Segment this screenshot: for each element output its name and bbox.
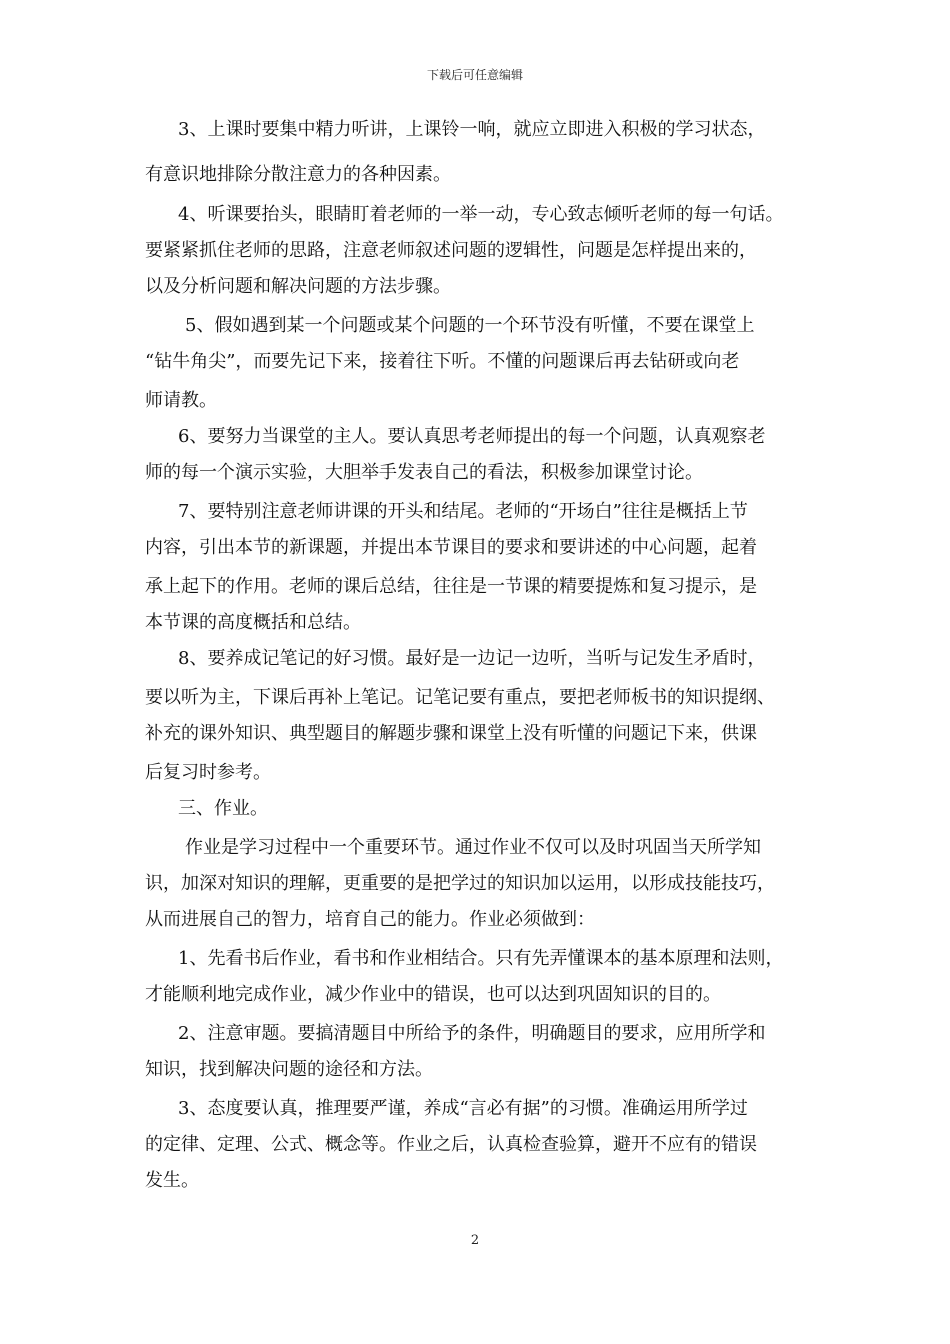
text-line: 要紧紧抓住老师的思路，注意老师叙述问题的逻辑性，问题是怎样提出来的， bbox=[145, 240, 757, 261]
text-line: 3、态度要认真，推理要严谨，养成“言必有据”的习惯。准确运用所学过 bbox=[178, 1098, 748, 1119]
text-line: 才能顺利地完成作业，减少作业中的错误，也可以达到巩固知识的目的。 bbox=[145, 984, 721, 1005]
text-line: 作业是学习过程中一个重要环节。通过作业不仅可以及时巩固当天所学知 bbox=[185, 837, 761, 858]
text-line: 有意识地排除分散注意力的各种因素。 bbox=[145, 164, 451, 185]
text-line: 识，加深对知识的理解，更重要的是把学过的知识加以运用，以形成技能技巧， bbox=[145, 873, 775, 894]
text-line: 的定律、定理、公式、概念等。作业之后，认真检查验算，避开不应有的错误 bbox=[145, 1134, 757, 1155]
text-line: 后复习时参考。 bbox=[145, 762, 271, 783]
text-line: 5、假如遇到某一个问题或某个问题的一个环节没有听懂，不要在课堂上 bbox=[185, 315, 755, 336]
text-line: 发生。 bbox=[145, 1170, 199, 1191]
text-line: 本节课的高度概括和总结。 bbox=[145, 612, 361, 633]
page-header: 下载后可任意编辑 bbox=[426, 68, 523, 82]
text-line: 7、要特别注意老师讲课的开头和结尾。老师的“开场白”往往是概括上节 bbox=[178, 501, 748, 522]
text-line: “钻牛角尖”，而要先记下来，接着往下听。不懂的问题课后再去钻研或向老 bbox=[145, 351, 740, 372]
text-line: 8、要养成记笔记的好习惯。最好是一边记一边听，当听与记发生矛盾时， bbox=[178, 648, 766, 669]
text-line: 2、注意审题。要搞清题目中所给予的条件，明确题目的要求，应用所学和 bbox=[178, 1023, 766, 1044]
text-line: 6、要努力当课堂的主人。要认真思考老师提出的每一个问题，认真观察老 bbox=[178, 426, 766, 447]
text-line: 承上起下的作用。老师的课后总结，往往是一节课的精要提炼和复习提示，是 bbox=[145, 576, 757, 597]
section-heading: 三、作业。 bbox=[178, 798, 268, 819]
text-line: 从而进展自己的智力，培育自己的能力。作业必须做到： bbox=[145, 909, 595, 930]
text-line: 师的每一个演示实验，大胆举手发表自己的看法，积极参加课堂讨论。 bbox=[145, 462, 703, 483]
text-line: 补充的课外知识、典型题目的解题步骤和课堂上没有听懂的问题记下来，供课 bbox=[145, 723, 757, 744]
text-line: 知识，找到解决问题的途径和方法。 bbox=[145, 1059, 433, 1080]
text-line: 3、上课时要集中精力听讲，上课铃一响，就应立即进入积极的学习状态， bbox=[178, 119, 766, 140]
page-number: 2 bbox=[470, 1233, 480, 1248]
text-line: 内容，引出本节的新课题，并提出本节课目的要求和要讲述的中心问题，起着 bbox=[145, 537, 757, 558]
text-line: 4、听课要抬头，眼睛盯着老师的一举一动，专心致志倾听老师的每一句话。 bbox=[178, 204, 784, 225]
text-line: 以及分析问题和解决问题的方法步骤。 bbox=[145, 276, 451, 297]
text-line: 师请教。 bbox=[145, 390, 217, 411]
text-line: 要以听为主，下课后再补上笔记。记笔记要有重点，要把老师板书的知识提纲、 bbox=[145, 687, 775, 708]
text-line: 1、先看书后作业，看书和作业相结合。只有先弄懂课本的基本原理和法则， bbox=[178, 948, 784, 969]
